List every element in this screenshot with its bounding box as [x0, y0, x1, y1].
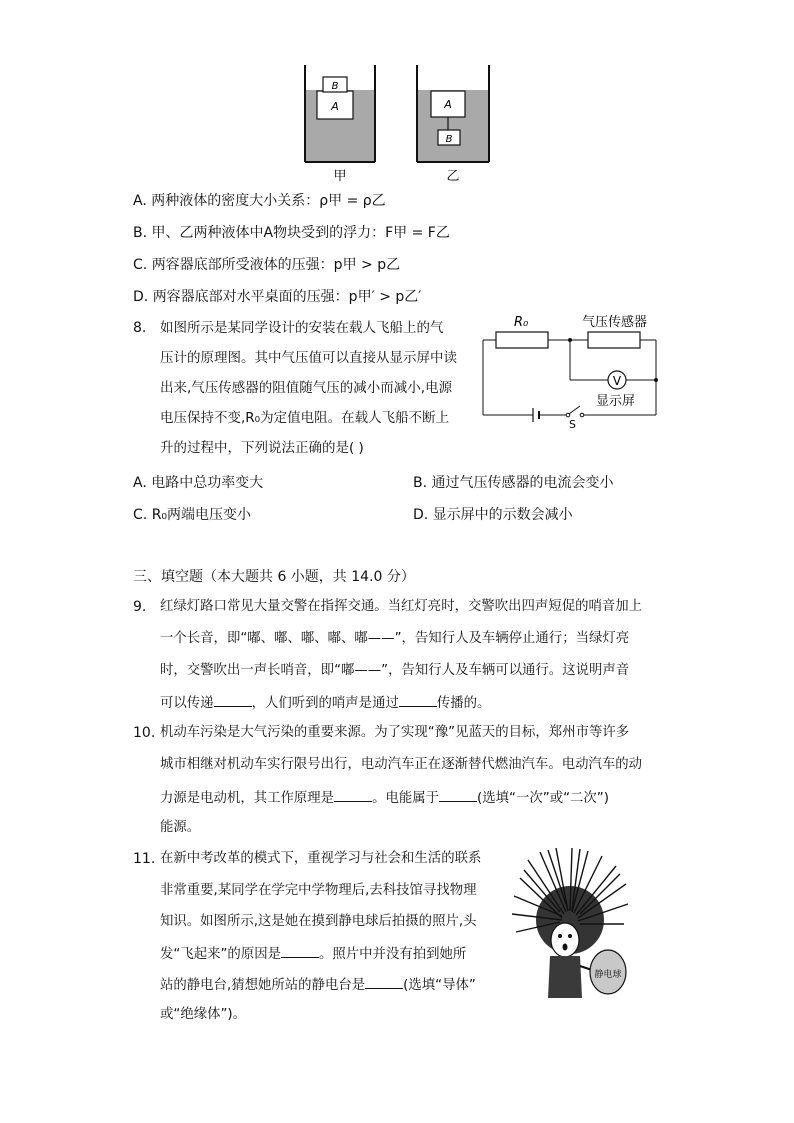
q9-line-2: 一个长音，即“嘟、嘟、嘟、嘟、嘟——”，告知行人及车辆停止通行；当绿灯亮 [160, 631, 630, 646]
q8-line-1: 如图所示是某同学设计的安装在载人飞船上的气 [160, 320, 444, 336]
label-yi: 乙 [446, 169, 460, 184]
switch-label: S [569, 418, 576, 430]
static-ball-illustration [510, 848, 630, 998]
r0-label: R₀ [514, 315, 529, 330]
block-b-left: B [331, 81, 339, 92]
q11-line-5: 站的静电台,猜想她所站的静电台是 (选填“导体” [160, 974, 476, 996]
q11-line-6: 或“绝缘体”)。 [160, 1007, 247, 1022]
q8-option-c: C. R₀两端电压变小 [133, 507, 252, 523]
q9-blank-2[interactable] [399, 692, 437, 707]
q7-option-c: C. 两容器底部所受液体的压强：p甲 > p乙 [133, 257, 401, 273]
q8-line-5: 升的过程中，下列说法正确的是( ) [160, 440, 364, 456]
sensor-label: 气压传感器 [582, 315, 648, 330]
label-jia: 甲 [333, 169, 347, 184]
q10-line-3: 力源是电动机，其工作原理是 。电能属于 (选填“一次”或“二次”) [160, 787, 609, 809]
face-icon [551, 923, 579, 957]
block-b-right: B [445, 134, 453, 145]
q11-line-4: 发“飞起来”的原因是 。照片中并没有拍到她所 [160, 943, 466, 965]
q9-number: 9. [133, 599, 147, 615]
screen-label: 显示屏 [596, 394, 636, 409]
q11-blank-2[interactable] [365, 974, 403, 989]
q10-line-4: 能源。 [160, 820, 201, 835]
q8-line-4: 电压保持不变,R₀为定值电阻。在载人飞船不断上 [160, 410, 450, 426]
q7-option-d: D. 两容器底部对水平桌面的压强：p甲′ > p乙′ [133, 289, 422, 305]
q7-option-b: B. 甲、乙两种液体中A物块受到的浮力：F甲 = F乙 [133, 225, 450, 241]
q8-option-d: D. 显示屏中的示数会减小 [413, 507, 573, 523]
q8-line-2: 压计的原理图。其中气压值可以直接从显示屏中读 [160, 350, 457, 366]
q9-line-3: 时，交警吹出一声长哨音，即“嘟——”，告知行人及车辆可以通行。这说明声音 [160, 663, 630, 678]
ball-label: 静电球 [594, 970, 622, 980]
q10-blank-2[interactable] [439, 787, 477, 802]
q9-line-1: 红绿灯路口常见大量交警在指挥交通。当红灯亮时，交警吹出四声短促的哨音加上 [160, 599, 643, 614]
voltmeter-label: V [612, 374, 622, 388]
q7-option-a: A. 两种液体的密度大小关系：ρ甲 = ρ乙 [133, 193, 386, 209]
q11-number: 11. [133, 851, 156, 867]
q11-blank-1[interactable] [281, 943, 319, 958]
q8-number: 8. [133, 320, 147, 336]
q8-line-3: 出来,气压传感器的阻值随气压的减小而减小,电源 [160, 380, 453, 396]
q10-number: 10. [133, 725, 156, 741]
q10-line-2: 城市相继对机动车实行限号出行，电动汽车正在逐渐替代燃油汽车。电动汽车的动 [160, 757, 643, 772]
q10-line-1: 机动车污染是大气污染的重要来源。为了实现“豫”见蓝天的目标，郑州市等许多 [160, 725, 630, 740]
q9-line-4: 可以传递 ，人们听到的哨声是通过 传播的。 [160, 692, 490, 714]
block-a-left: A [331, 100, 339, 113]
q8-option-a: A. 电路中总功率变大 [133, 475, 264, 491]
q10-blank-1[interactable] [334, 787, 372, 802]
section-3-header: 三、填空题（本大题共 6 小题，共 14.0 分） [133, 569, 415, 585]
q11-line-1: 在新中考改革的模式下，重视学习与社会和生活的联系 [160, 851, 482, 866]
containers-figure [295, 60, 505, 185]
q9-blank-1[interactable] [214, 692, 252, 707]
q11-line-3: 知识。如图所示,这是她在摸到静电球后拍摄的照片,头 [160, 914, 477, 929]
q11-line-2: 非常重要,某同学在学完中学物理后,去科技馆寻找物理 [160, 883, 477, 898]
block-a-right: A [444, 98, 452, 111]
circuit-diagram [478, 310, 668, 430]
q8-option-b: B. 通过气压传感器的电流会变小 [413, 475, 614, 491]
